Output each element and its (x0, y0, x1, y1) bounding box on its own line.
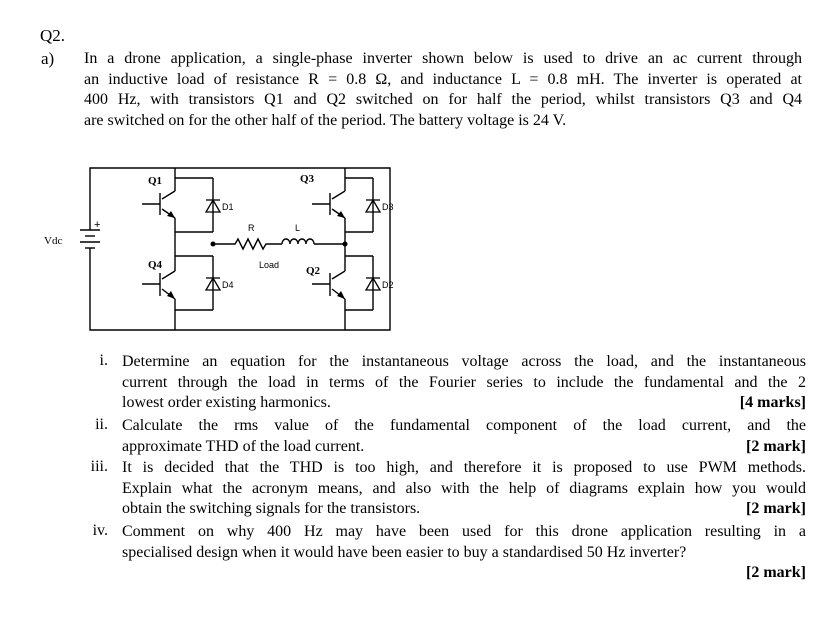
d1-label: D1 (222, 202, 234, 212)
q3-label: Q3 (300, 173, 315, 185)
subquestion-label: iv. (92, 522, 108, 539)
d2-label: D2 (382, 280, 394, 290)
subquestion-line: current through the load in terms of the Fourier series to include the fundamental and the 2 (122, 373, 806, 391)
subquestion-line: Calculate the rms value of the fundamental component of the load current, and the (122, 417, 806, 434)
plus-label: + (94, 219, 101, 231)
subquestion-line: Explain what the acronym means, and also with the help of diagrams explain how you would (122, 479, 806, 497)
q2-label: Q2 (306, 265, 321, 277)
inverter-circuit-diagram (30, 158, 410, 338)
subquestion-iv (60, 522, 806, 586)
subquestion-line: approximate THD of the load current. (122, 437, 365, 455)
d3-label: D3 (382, 202, 394, 212)
q4-label: Q4 (148, 259, 163, 271)
subquestion-label: i. (99, 352, 108, 369)
marks-badge: [4 marks] (739, 394, 806, 411)
subquestion-line: obtain the switching signals for the transistors. (122, 500, 421, 517)
question-number: Q2. (40, 26, 66, 45)
l-label: L (295, 223, 301, 233)
marks-badge: [2 mark] (746, 437, 806, 455)
subquestion-label: ii. (95, 416, 108, 433)
q1-label: Q1 (148, 175, 163, 187)
r-label: R (248, 223, 255, 233)
subquestion-line: Comment on why 400 Hz may have been used for this drone application resulting in a (122, 523, 806, 540)
vdc-label: Vdc (44, 235, 63, 247)
intro-line: an inductive load of resistance R = 0.8 Ω, and inductance L = 0.8 mH. The inverter is operated at (84, 70, 802, 88)
load-label: Load (259, 260, 280, 270)
subquestion-line: lowest order existing harmonics. (122, 394, 331, 411)
d4-label: D4 (222, 280, 234, 290)
subquestion-line: Determine an equation for the instantaneous voltage across the load, and the instantaneous (122, 353, 806, 370)
subquestion-line: specialised design when it would have been easier to buy a standardised 50 Hz inverter? (122, 543, 687, 561)
marks-badge: [2 mark] (746, 564, 806, 581)
subquestion-iii (60, 458, 806, 522)
intro-line: In a drone application, a single-phase inverter shown below is used to drive an ac current through (84, 50, 802, 67)
subquestion-i (60, 352, 806, 416)
subquestion-line: It is decided that the THD is too high, and therefore it is proposed to use PWM methods. (122, 459, 806, 476)
question-intro (84, 49, 802, 131)
intro-line: 400 Hz, with transistors Q1 and Q2 switched on for half the period, whilst transistors Q3 and Q4 (84, 91, 802, 108)
intro-line: are switched on for the other half of the period. The battery voltage is 24 V. (84, 111, 567, 129)
part-label: a) (41, 49, 55, 68)
marks-badge: [2 mark] (746, 500, 806, 517)
subquestion-ii (60, 416, 806, 458)
subquestion-label: iii. (90, 458, 108, 475)
